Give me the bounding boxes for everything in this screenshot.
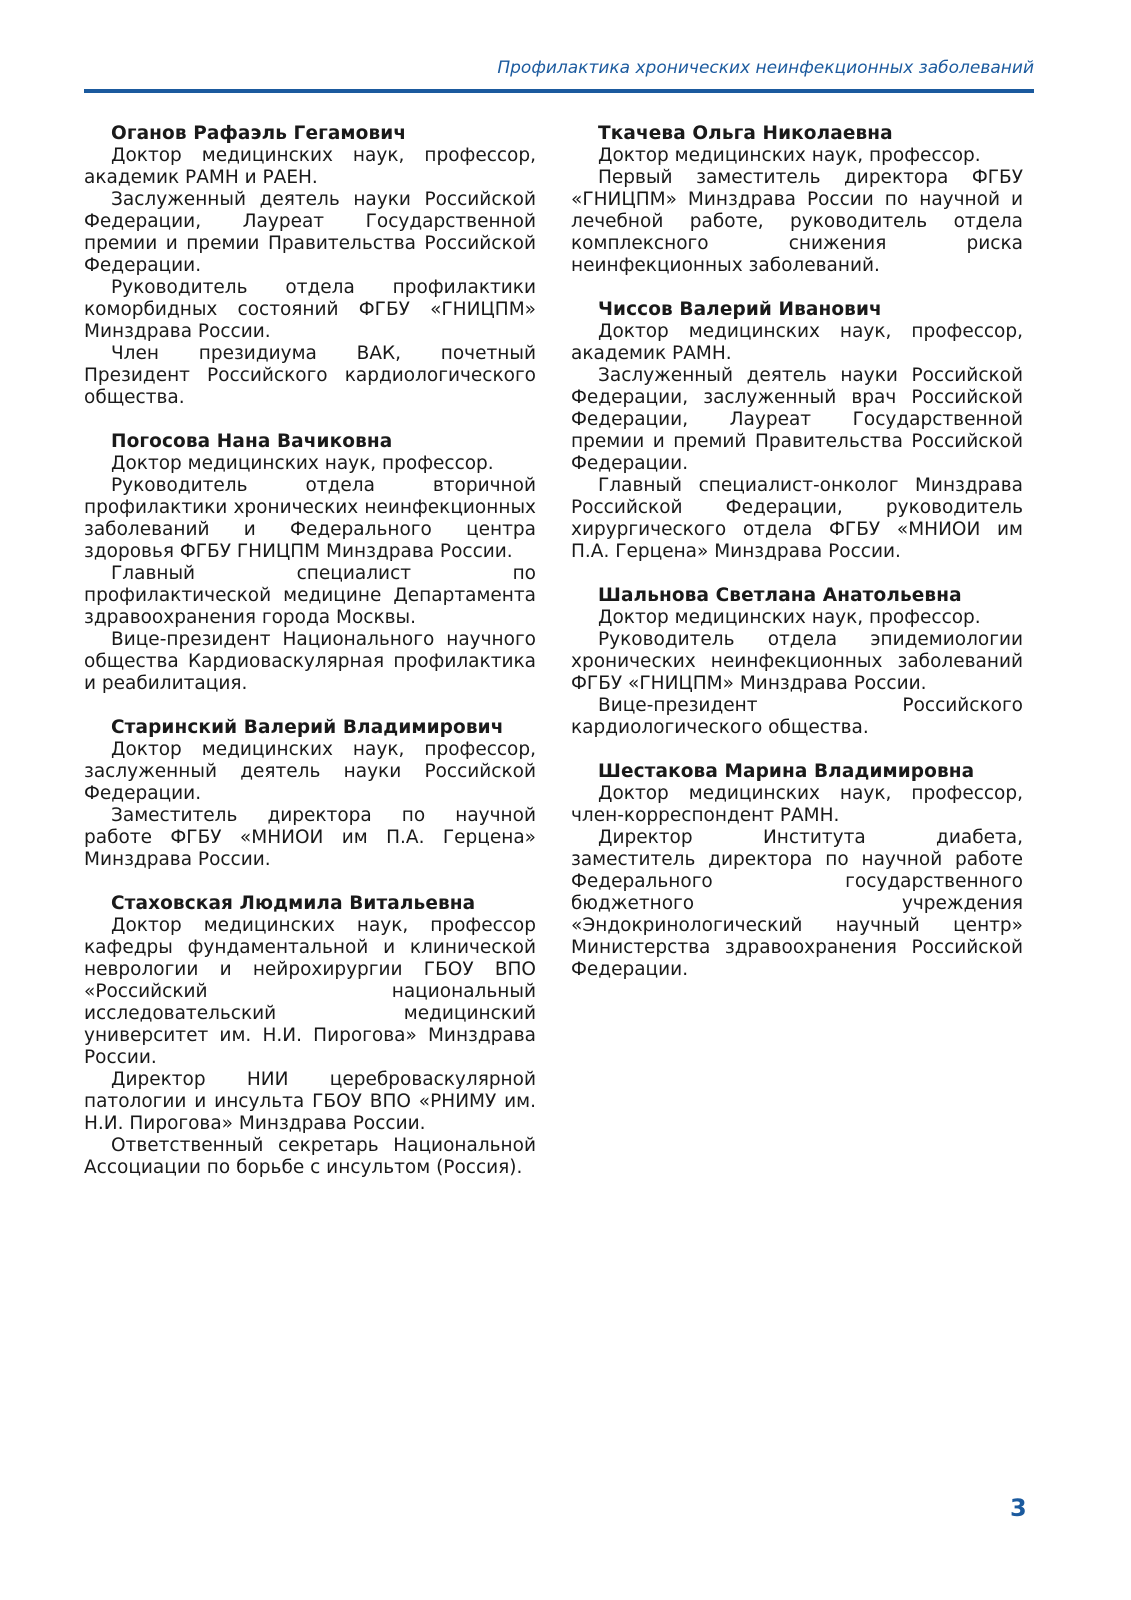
left-column [84,123,536,1201]
bio-entry [84,123,536,409]
bio-paragraph: Вице-президент Национального научного общества Кардиоваскулярная профилактика и реабилитация. [84,629,536,694]
bio-entry [571,761,1023,981]
person-name: Чиссов Валерий Иванович [598,299,882,320]
bio-paragraph: Член президиума ВАК, почетный Президент Российского кардиологического общества. [84,343,536,408]
bio-paragraph: Доктор медицинских наук, профессор, академик РАМН. [571,321,1023,364]
bio-entry [571,123,1023,277]
page-number: 3 [1010,1494,1027,1522]
person-name: Шальнова Светлана Анатольевна [598,585,962,606]
person-name: Стаховская Людмила Витальевна [111,893,476,914]
person-name: Ткачева Ольга Николаевна [598,123,893,144]
bio-paragraph: Доктор медицинских наук, профессор кафедры фундаментальной и клинической неврологии и нейрохирургии ГБОУ ВПО «Российский национальный исследовательский медицинский университет им. Н.И. Пирогова» Минздрава России. [84,915,536,1068]
bio-paragraph: Заслуженный деятель науки Российской Федерации, заслуженный врач Российской Федерации, Лауреат Государственной премии и премий Правительства Российской Федерации. [571,365,1023,474]
person-name: Оганов Рафаэль Гегамович [111,123,407,144]
bio-entry [84,893,536,1179]
bio-paragraph: Доктор медицинских наук, профессор, заслуженный деятель науки Российской Федерации. [84,739,536,804]
bio-paragraph: Доктор медицинских наук, профессор. [598,607,981,628]
bio-paragraph: Доктор медицинских наук, профессор. [111,453,494,474]
bio-entry [84,431,536,695]
bio-entry [571,585,1023,739]
header-divider [84,89,1034,93]
bio-paragraph: Главный специалист по профилактической медицине Департамента здравоохранения города Москвы. [84,563,536,628]
bio-paragraph: Директор НИИ цереброваскулярной патологии и инсульта ГБОУ ВПО «РНИМУ им. Н.И. Пирогова» Минздрава России. [84,1069,536,1134]
right-column [571,123,1023,1003]
bio-paragraph: Доктор медицинских наук, профессор, член-корреспондент РАМН. [571,783,1023,826]
bio-paragraph: Руководитель отдела вторичной профилактики хронических неинфекционных заболеваний и Федерального центра здоровья ФГБУ ГНИЦПМ Минздрава России. [84,475,536,562]
bio-paragraph: Заместитель директора по научной работе ФГБУ «МНИОИ им П.А. Герцена» Минздрава России. [84,805,536,870]
bio-paragraph: Первый заместитель директора ФГБУ «ГНИЦПМ» Минздрава России по научной и лечебной работе, руководитель отдела комплексного снижения риска неинфекционных заболеваний. [571,167,1023,276]
bio-paragraph: Руководитель отдела эпидемиологии хронических неинфекционных заболеваний ФГБУ «ГНИЦПМ» Минздрава России. [571,629,1023,694]
bio-entry [84,717,536,871]
bio-paragraph: Директор Института диабета, заместитель директора по научной работе Федерального государственного бюджетного учреждения «Эндокринологический научный центр» Министерства здравоохранения Российской Федерации. [571,827,1023,980]
running-header: Профилактика хронических неинфекционных заболеваний [497,58,1034,78]
bio-paragraph: Главный специалист-онколог Минздрава Российской Федерации, руководитель хирургического отдела ФГБУ «МНИОИ им П.А. Герцена» Минздрава России. [571,475,1023,562]
bio-paragraph: Доктор медицинских наук, профессор. [598,145,981,166]
bio-entry [571,299,1023,563]
bio-paragraph: Руководитель отдела профилактики коморбидных состояний ФГБУ «ГНИЦПМ» Минздрава России. [84,277,536,342]
bio-paragraph: Вице-президент Российского кардиологического общества. [571,695,1023,738]
person-name: Шестакова Марина Владимировна [598,761,975,782]
bio-paragraph: Ответственный секретарь Национальной Ассоциации по борьбе с инсультом (Россия). [84,1135,536,1178]
bio-paragraph: Доктор медицинских наук, профессор, академик РАМН и РАЕН. [84,145,536,188]
person-name: Старинский Валерий Владимирович [111,717,504,738]
bio-paragraph: Заслуженный деятель науки Российской Федерации, Лауреат Государственной премии и премии Правительства Российской Федерации. [84,189,536,276]
person-name: Погосова Нана Вачиковна [111,431,393,452]
